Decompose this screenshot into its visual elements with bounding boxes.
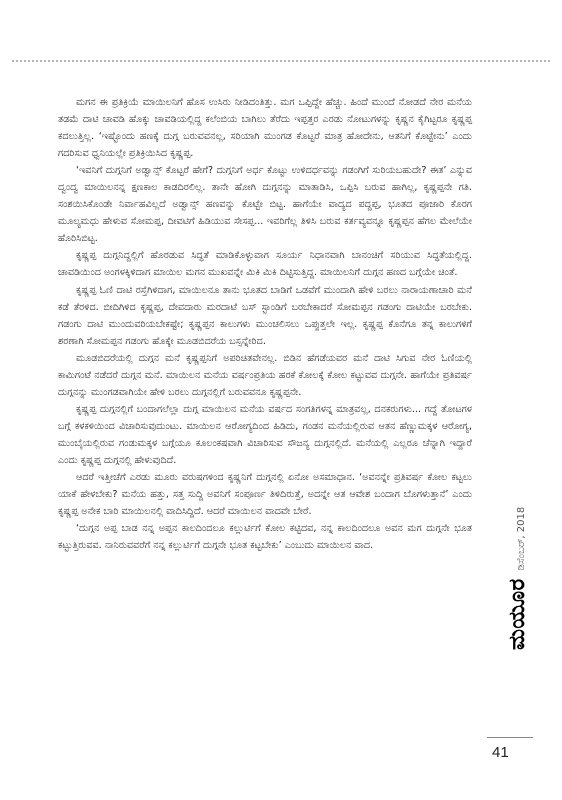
paragraph-6: ಕೃಷ್ಣಪ್ಪ ದುಗ್ಗನಲ್ಲಿಗೆ ಬಂದಾಗಲೆಲ್ಲಾ ದುಗ್ಗ ಮಾಯಿಲನ ಮನೆಯ ವರ್ಷದ ಸಂಗತಿಗಳನ್ನ ಮಾತ್ರವಲ್ಲ, ದನಕರುಗಳು... ಗದ್ದೆ ತೋಟಗಳ ಬಗ್ಗೆ ಕಳಕಳಿಯಿಂದ ವಿಚಾರಿಸುವುದುಂಟು. ಮಾಯಿಲನ ಆರೋಗ್ಯದಿಂದ ಹಿಡಿದು, ಗಂಡನ ಮನೆಯಲ್ಲಿರುವ ಆತನ ಹೆಣ್ಣುಮಕ್ಕಳ ಆರೋಗ್ಯ, ಮುಂಬೈಯಲ್ಲಿರುವ ಗಂಡುಮಕ್ಕಳ ಬಗ್ಗೆಯೂ ಕೂಲಂಕಷವಾಗಿ ವಿಚಾರಿಸುವ ಸೌಜನ್ಯ ದುಗ್ಗನಲ್ಲಿದೆ. ಮನೆಯಲ್ಲಿ ಎಲ್ಲರೂ ಚೆನ್ನಾಗಿ ಇದ್ದಾರೆ ಎಂದು ಕೃಷ್ಣಪ್ಪ ದುಗ್ಗನಲ್ಲಿ ಹೇಳುವುದಿದೆ. bbox=[58, 403, 472, 466]
paragraph-7: ಆದರೆ ಇತ್ತೀಚೆಗೆ ಎರಡು ಮೂರು ವರುಷಗಳಿಂದ ಕೃಷ್ಣನಿಗೆ ದುಗ್ಗನಲ್ಲಿ ಏನೋ ಅಸಮಾಧಾನ. ‘ಅವನನ್ನೇ ಪ್ರತಿವರ್ಷ ಕೋಲ ಕಟ್ಟಲು ಯಾಕೆ ಹೇಳಬೇಕು? ಮನೆಯ ಹತ್ತು, ಸತ್ತ ಸುದ್ದಿ ಅವನಿಗೆ ಸಂಪೂರ್ಣ ತಿಳಿದಿರುತ್ತೆ, ಅದನ್ನೇ ಆತ ಆವೇಶ ಬಂದಾಗ ಬೊಗಳುತ್ತಾನೆ’ ಎಂದು ಕೃಷ್ಣಪ್ಪ ಅನೇಕ ಬಾರಿ ಮಾಯಿಲನಲ್ಲಿ ವಾದಿಸಿದ್ದಿದೆ. ಆದರೆ ಮಾಯಿಲನ ವಾದವೇ ಬೇರೆ. bbox=[58, 472, 472, 518]
magazine-title: ಮಯೂರ bbox=[505, 578, 530, 650]
paragraph-3: ಕೃಷ್ಣಪ್ಪ ದುಗ್ಗನಿದ್ದಲ್ಲಿಗೆ ಹೊರಡುವ ಸಿದ್ಧತೆ ಮಾಡಿಕೊಳ್ಳುವಾಗ ಸೂರ್ಯ ನಿಧಾನವಾಗಿ ಬಾನಂಚಿಗೆ ಸರಿಯುವ ಸಿದ್ಧತೆಯಲ್ಲಿದ್ದ. ಚಾವಡಿಯಿಂದ ಅಂಗಳಕ್ಕಿಳಿದಾಗ ಮಾಯಿಲ ಮಗನ ಮುಖವನ್ನೇ ಮಿಕಿ ಮಿಕಿ ದಿಟ್ಟಿಸುತ್ತಿದ್ದ. ಮಾಯಿಲನಿಗೆ ದುಗ್ಗನ ಹಣದ ಬಗ್ಗೆಯೇ ಚಿಂತೆ. bbox=[58, 250, 472, 279]
issue-date: ಡಿಸೆಂಬರ್, 2018 bbox=[516, 506, 527, 571]
paragraph-4: ಕೃಷ್ಣಪ್ಪ ಓಣಿ ದಾಟಿ ರಸ್ತೆಗಿಳಿದಾಗ, ಮಾಯಿಲನೂ ತಾನು ಭೂತದ ಬಾಡಿಗೆ ಒಡವೆಗೆ ಮುಂದಾಗಿ ಹೇಳಿ ಬರಲು ನಾರಾಯಣಾಚಾರಿ ಮನೆ ಕಡೆ ತೆರಳಿದ. ಬೀದಿಗಿಳಿದ ಕೃಷ್ಣಪ್ಪ, ದೇವದಾರು ಮರದಾಟೆ ಬಸ್ ಸ್ಟಾಂಡಿಗೆ ಬರಬೇಕಾದರೆ ಸೋಮಪ್ಪನ ಗಡಂಗು ದಾಟಿಯೇ ಬರಬೇಕು. ಗಡಂಗು ದಾಟಿ ಮುಂದುವರಿಯಬೇಕಷ್ಟೇ; ಕೃಷ್ಣಪ್ಪನ ಕಾಲುಗಳು ಮುಂಚಲಿಸಲು ಒಪ್ಪುತ್ತಲೇ ಇಲ್ಲ. ಕೃಷ್ಣಪ್ಪ ಕೊನೆಗೂ ತನ್ನ ಕಾಲುಗಳಿಗೆ ಶರಣಾಗಿ ಸೋಮಪ್ಪನ ಗಡಂಗು ಹೊಕ್ಕೇ ಮೂಡಬಿದರೆಯ ಬಸ್ಸನ್ನೇರಿದ. bbox=[58, 284, 472, 347]
page-number-rule bbox=[487, 737, 533, 738]
paragraph-2: ‘ಇವನಿಗೆ ದುಗ್ಗನಿಗೆ ಅಡ್ವಾನ್ಸ್ ಕೊಟ್ಟರೆ ಹೇಗೆ? ದುಗ್ಗನಿಗೆ ಅರ್ಧ ಕೊಟ್ಟು ಉಳಿದರ್ಧವನ್ನು ಗಡಂಗಿಗೆ ಸುರಿಯಬಹುದೇ? ಈತ’ ಎನ್ನುವ ದ್ವಂದ್ವ ಮಾಯಿಲನನ್ನ ಕ್ಷಣಕಾಲ ಕಾಡದಿರಲಿಲ್ಲ. ತಾನೇ ಹೋಗಿ ದುಗ್ಗನನ್ನು ಮಾತಾಡಿಸಿ, ಒಪ್ಪಿಸಿ ಬರುವ ಹಾಗಿಲ್ಲ, ಕೃಷ್ಣಪ್ಪನೇ ಗತಿ. ಸಂಶಯಿಸಿಕೊಂಡೇ ನಿರ್ವಾಹವಿಲ್ಲದೆ ಅಡ್ವಾನ್ಸ್ ಹಣವನ್ನು ಕೊಟ್ಟೇ ಬಿಟ್ಟ. ಹಾಗೆಯೇ ವಾದ್ಯದ ಪದ್ದಪ್ಪ, ಭೂತದ ಪೂಜಾರಿ ಕೊರಗ ಮೂಲ್ಯಮಧು ಹೇಳುವ ಸೋಮಪ್ಪ, ದೀವಟಿಗೆ ಹಿಡಿಯುವ ಸೇಸಪ್ಪ... ಇವರಿಗೆಲ್ಲ ತಿಳಿಸಿ ಬರುವ ಕರ್ತವ್ಯವನ್ನೂ ಕೃಷ್ಣಪ್ಪನ ಹೆಗಲ ಮೇಲೆಯೇ ಹೊರಿಸಿಬಿಟ್ಟ. bbox=[58, 165, 472, 245]
paragraph-5: ಮೂಡಬಿದರೆಯಲ್ಲಿ ದುಗ್ಗನ ಮನೆ ಕೃಷ್ಣಪ್ಪನಿಗೆ ಅಪರಿಚಿತವೇನಲ್ಲ. ಬಿಡಿನ ಹೆಗಡೆಯವರ ಮನೆ ದಾಟಿ ಸಿಗುವ ನೇರ ಓಣಿಯಲ್ಲಿ ಕಾಮಿಗಂಟೆ ನಡೆದರೆ ದುಗ್ಗನ ಮನೆ. ಮಾಯಿಲನ ಮನೆಯ ವರ್ಷಂಪ್ರತಿಯ ಹರಕೆ ಕೋಲಕ್ಕೆ ಕೋಲ ಕಟ್ಟುವವ ದುಗ್ಗನೇ. ಹಾಗೆಯೇ ಪ್ರತಿವರ್ಷ ದುಗ್ಗನನ್ನು ಮುಂಗಡವಾಗಿಯೇ ಹೇಳಿ ಬರಲು ದುಗ್ಗನಲ್ಲಿಗೆ ಬರುವವನೂ ಕೃಷ್ಣಪ್ಪನೇ. bbox=[58, 352, 472, 398]
page-number: 41 bbox=[492, 744, 509, 761]
paragraph-1: ಮಗನ ಈ ಪ್ರತಿಕ್ರಿಯೆ ಮಾಯಿಲನಿಗೆ ಹೊಸ ಉಸಿರು ನೀಡಿದಂತಿತ್ತು. ಮಗ ಒಪ್ಪಿದ್ದೇ ಹೆಚ್ಚು. ಹಿಂದೆ ಮುಂದೆ ನೋಡದೆ ನೇರ ಮನೆಯ ತಡಮೆ ದಾಟಿ ಚಾವಡಿ ಹೊಕ್ಕು ಚಾವಡಿಯಲ್ಲಿದ್ದ ಕಲೆಂಬಿಯ ಬಾಗಿಲು ತೆರೆದು ಇಪ್ಪತ್ತರ ಎರಡು ನೋಟುಗಳನ್ನು ಕೃಷ್ಣನ ಕೈಗಿಟ್ಟರೂ ಕೃಷ್ಣಪ್ಪ ಕದಲುತ್ತಿಲ್ಲ. ‘ಇಷ್ಟೊಂದು ಹಣಕ್ಕೆ ದುಗ್ಗ ಬರುವವನಲ್ಲ, ಸರಿಯಾಗಿ ಮುಂಗಡ ಕೊಟ್ಟರೆ ಮಾತ್ರ ಹೋದೇನು, ಆತನಿಗೆ ಕೊಟ್ಟೇನು’ ಎಂದು ಗದರಿಸುವ ಧ್ವನಿಯಲ್ಲೇ ಪ್ರತಿಕ್ರಿಯಿಸಿದ ಕೃಷ್ಣಪ್ಪ. bbox=[58, 97, 472, 160]
paragraph-8: ‘ದುಗ್ಗನ ಅಪ್ಪ ಬಾಡ ನನ್ನ ಅಪ್ಪನ ಕಾಲದಿಂದಲೂ ಕಲ್ಲುರ್ಟಿಗೆ ಕೋಲ ಕಟ್ಟಿದವ, ನನ್ನ ಕಾಲದಿಂದಲೂ ಅವನ ಮಗ ದುಗ್ಗನೇ ಭೂತ ಕಟ್ಟುತ್ತಿರುವವ. ನಾನಿರುವವರೆಗೆ ನನ್ನ ಕಲ್ಲುರ್ಟಿಗೆ ದುಗ್ಗನೇ ಭೂತ ಕಟ್ಟಬೇಕು’ ಎಂಬುದು ಮಾಯಿಲನ ವಾದ. bbox=[58, 523, 472, 552]
article-body bbox=[58, 94, 472, 554]
top-dotted-rule bbox=[12, 60, 550, 62]
